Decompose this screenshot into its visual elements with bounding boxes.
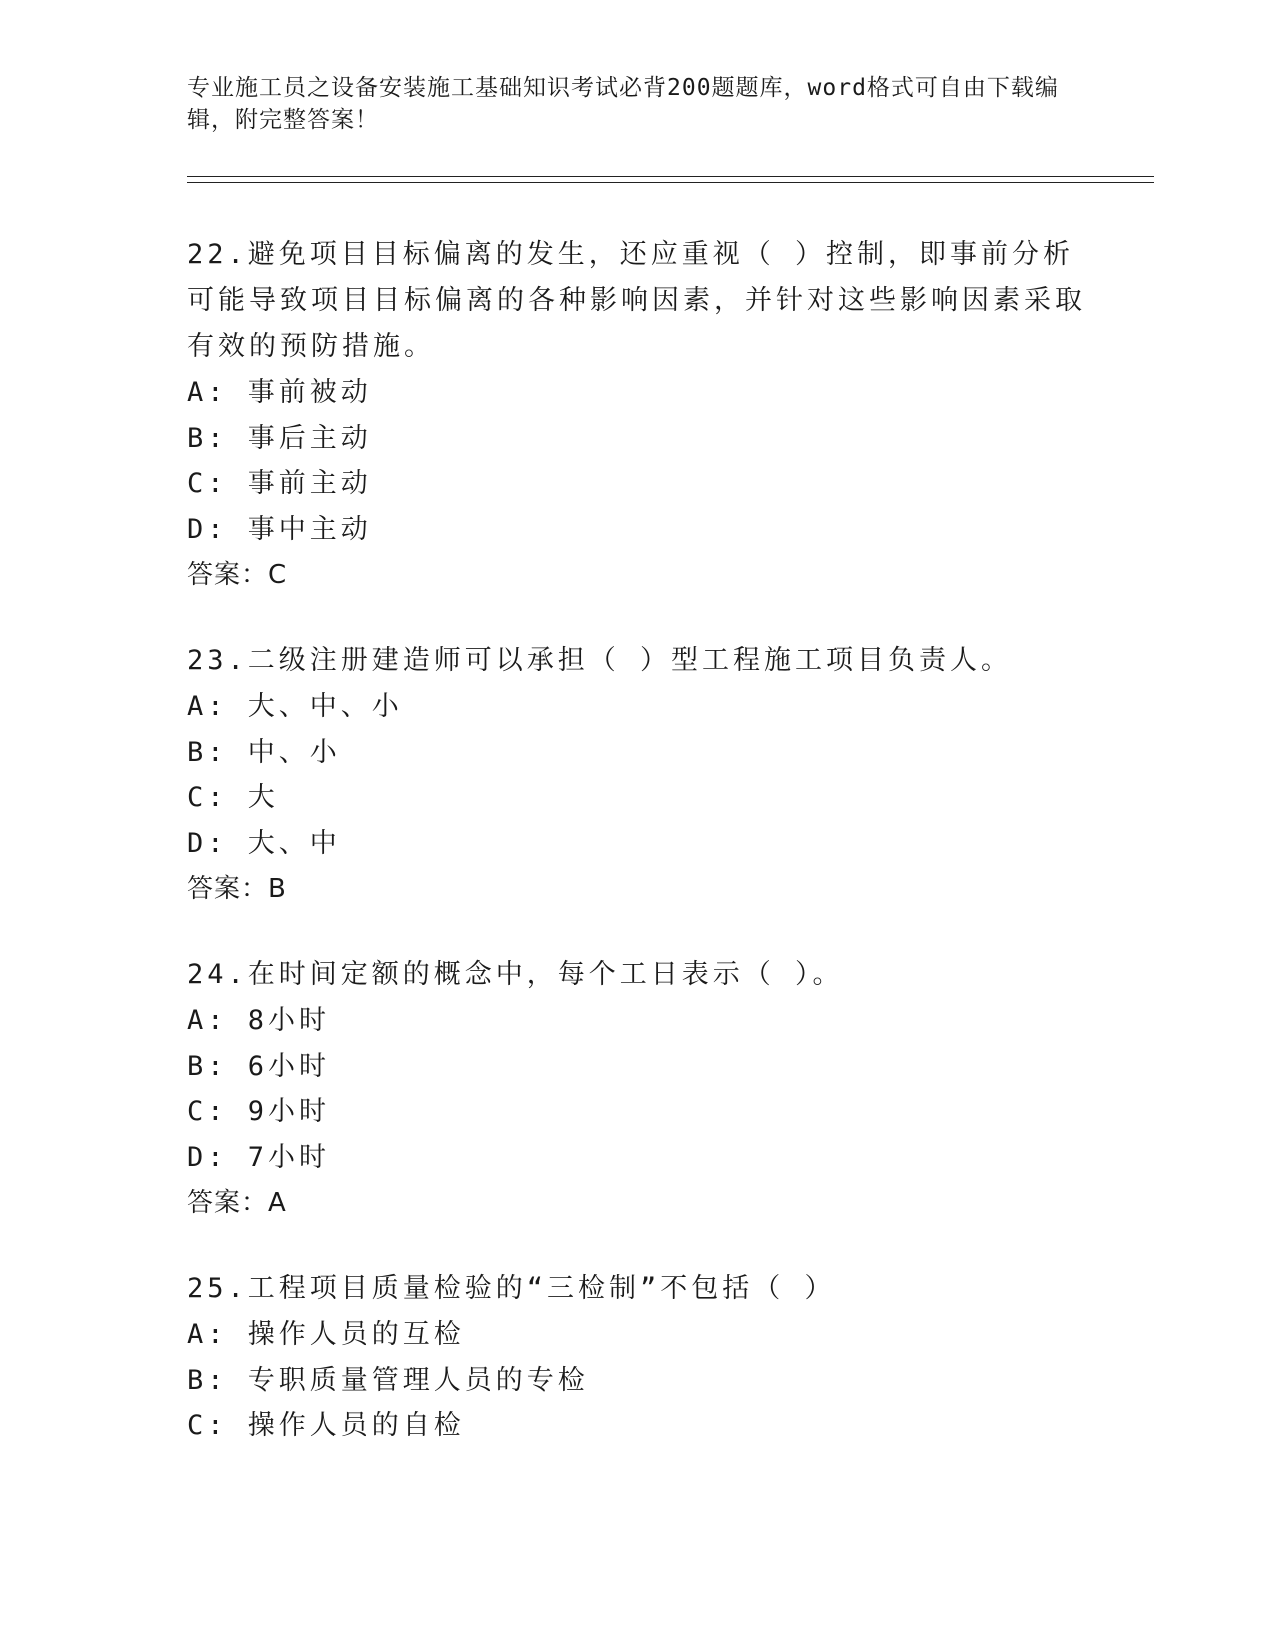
option-a: A: 8小时 xyxy=(187,1005,331,1036)
question-25 xyxy=(187,1266,1087,1449)
option-c: C: 操作人员的自检 xyxy=(187,1410,465,1441)
option-a: A: 大、中、小 xyxy=(187,691,403,722)
header-divider-bottom xyxy=(187,182,1154,183)
header-divider-top xyxy=(187,176,1154,177)
option-a: A: 事前被动 xyxy=(187,377,372,408)
option-c: C: 大 xyxy=(187,782,279,813)
option-b: B: 事后主动 xyxy=(187,422,372,454)
answer-line: 答案：C xyxy=(187,560,288,590)
answer-line: 答案：A xyxy=(187,1188,287,1218)
option-c: C: 事前主动 xyxy=(187,468,372,499)
question-stem: 25.工程项目质量检验的“三检制”不包括（ ） xyxy=(187,1273,836,1304)
question-list xyxy=(187,232,1087,1489)
answer-line: 答案：B xyxy=(187,874,287,904)
question-stem: 23.二级注册建造师可以承担（ ）型工程施工项目负责人。 xyxy=(187,645,1013,676)
question-24 xyxy=(187,952,1087,1226)
option-d: D: 大、中 xyxy=(187,827,341,859)
document-header: 专业施工员之设备安装施工基础知识考试必背200题题库，word格式可自由下载编辑，附完整答案！ xyxy=(187,75,1059,133)
option-b: B: 专职质量管理人员的专检 xyxy=(187,1364,589,1396)
question-stem: 24.在时间定额的概念中，每个工日表示（ ）。 xyxy=(187,959,844,990)
question-22 xyxy=(187,232,1087,598)
option-d: D: 事中主动 xyxy=(187,513,372,545)
option-a: A: 操作人员的互检 xyxy=(187,1319,465,1350)
option-c: C: 9小时 xyxy=(187,1096,331,1127)
question-stem: 22.避免项目目标偏离的发生，还应重视（ ）控制，即事前分析可能导致项目目标偏离的各种影响因素，并针对这些影响因素采取有效的预防措施。 xyxy=(187,239,1086,362)
option-b: B: 6小时 xyxy=(187,1050,331,1082)
option-b: B: 中、小 xyxy=(187,736,341,768)
question-23 xyxy=(187,638,1087,912)
option-d: D: 7小时 xyxy=(187,1141,331,1173)
